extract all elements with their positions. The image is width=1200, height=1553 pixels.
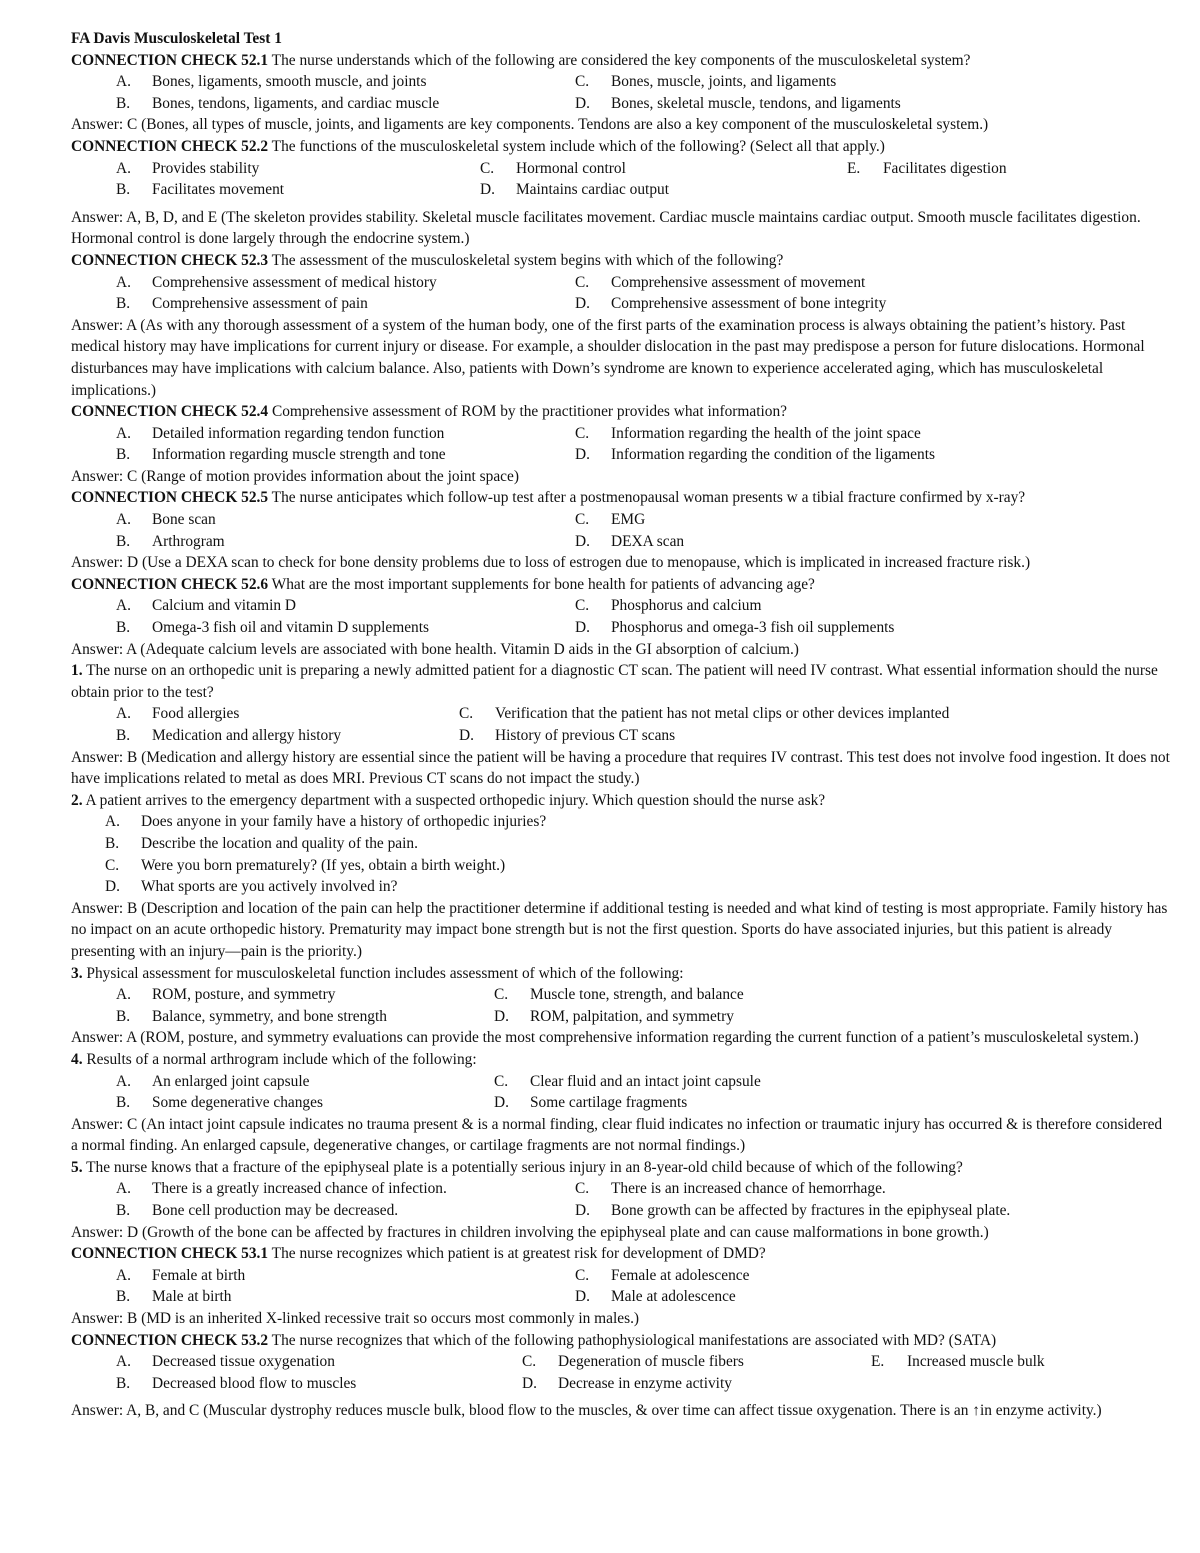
option-text: Omega-3 fish oil and vitamin D supplements [152,619,429,637]
answer-option [71,984,494,1006]
document-title: FA Davis Musculoskeletal Test 1 [71,30,282,47]
option-letter: C. [494,1072,509,1090]
answer-option [575,93,901,115]
option-letter: C. [480,159,495,177]
question-stem [71,1157,1171,1179]
option-letter: A. [116,1180,131,1198]
option-row [71,423,1171,445]
option-letter: D. [575,619,590,637]
answer-option [459,703,949,725]
answer-option [71,855,505,877]
option-text: Bone growth can be affected by fractures in the epiphyseal plate. [611,1202,1011,1220]
question-list [71,50,1171,1422]
answer-option [480,179,847,201]
answer-option [71,1373,522,1395]
option-letter: C. [575,1180,590,1198]
question-text: The nurse recognizes which patient is at greatest risk for development of DMD? [268,1245,766,1263]
option-text: Describe the location and quality of the pain. [141,834,418,852]
option-row [71,509,1171,531]
answer-option [575,531,684,553]
question-text: What are the most important supplements for bone health for patients of advancing age? [268,575,815,593]
question-label: 5. [71,1158,83,1176]
option-letter: A. [116,273,131,291]
question-block [71,1049,1171,1157]
question-block [71,50,1171,136]
option-letter: E. [847,159,861,177]
option-text: Decrease in enzyme activity [558,1374,732,1392]
question-label: 4. [71,1050,83,1068]
question-text: Physical assessment for musculoskeletal function includes assessment of which of the following: [82,964,684,982]
option-row [71,1006,1171,1028]
question-stem [71,487,1171,509]
option-text: Were you born prematurely? (If yes, obtain a birth weight.) [141,856,506,874]
option-row [71,855,1171,877]
question-text: The nurse knows that a fracture of the epiphyseal plate is a potentially serious injury in an 8-year-old child because of which of the following? [82,1158,963,1176]
option-text: Muscle tone, strength, and balance [530,986,744,1004]
answer-option [71,93,575,115]
question-label: 1. [71,662,83,680]
option-text: What sports are you actively involved in? [141,878,398,896]
question-block [71,660,1171,790]
answer-option [71,272,575,294]
answer-explanation: Answer: C (Bones, all types of muscle, joints, and ligaments are key components. Tendons are also a key component of the musculoskeletal system.) [71,116,989,134]
option-letter: D. [575,94,590,112]
option-letter: D. [522,1374,537,1392]
option-row [71,1373,1171,1395]
question-stem [71,1243,1171,1265]
option-letter: C. [459,705,474,723]
answer-explanation: Answer: A, B, D, and E (The skeleton provides stability. Skeletal muscle facilitates movement. Cardiac muscle maintains cardiac output. Smooth muscle facilitates digestion. Hormonal control is done largely through the endocrine system.) [71,208,1141,248]
question-stem [71,574,1171,596]
answer-option [71,1071,494,1093]
option-letter: B. [116,727,131,744]
option-text: Information regarding the condition of the ligaments [611,446,935,464]
option-text: An enlarged joint capsule [152,1072,310,1090]
option-row [71,984,1171,1006]
document-page [71,28,1171,1422]
option-letter: A. [116,705,131,723]
answer-option [522,1351,871,1373]
option-letter: B. [116,1202,131,1220]
option-text: Arthrogram [152,532,225,550]
question-text: A patient arrives to the emergency department with a suspected orthopedic injury. Which question should the nurse ask? [82,791,826,809]
question-block [71,574,1171,660]
answer-option [575,617,894,639]
question-text: The nurse on an orthopedic unit is preparing a newly admitted patient for a diagnostic CT scan. The patient will need IV contrast. What essential information should the nurse obtain prior to the test? [71,662,1158,701]
option-text: History of previous CT scans [495,727,676,744]
answer-option [871,1351,1045,1373]
answer-option [71,71,575,93]
answer-option [71,1286,575,1308]
question-stem [71,660,1171,703]
question-block [71,401,1171,487]
option-text: DEXA scan [611,532,685,550]
option-row [71,293,1171,315]
option-row [71,703,1171,725]
option-letter: D. [575,446,590,464]
option-letter: E. [871,1353,885,1371]
answer-option [494,1071,761,1093]
option-letter: B. [116,94,131,112]
answer-option [71,293,575,315]
option-letter: A. [116,159,131,177]
option-row [71,725,1171,747]
option-text: Does anyone in your family have a history of orthopedic injuries? [141,813,547,831]
question-label: 3. [71,964,83,982]
option-letter: B. [116,1288,131,1306]
question-block [71,790,1171,963]
answer-explanation: Answer: D (Growth of the bone can be affected by fractures in children involving the epiphyseal plate and can cause malformations in bone growth.) [71,1223,989,1241]
answer-option [71,833,418,855]
question-block [71,963,1171,1049]
answer-option [71,595,575,617]
question-block [71,136,1171,250]
question-stem [71,790,1171,812]
question-text: Results of a normal arthrogram include which of the following: [82,1050,477,1068]
answer-option [575,1178,886,1200]
option-letter: C. [575,424,590,442]
question-text: The assessment of the musculoskeletal system begins with which of the following? [268,251,784,269]
option-letter: A. [116,511,131,529]
option-letter: C. [522,1353,537,1371]
option-text: Hormonal control [516,159,626,177]
option-letter: A. [116,1266,131,1284]
answer-option [71,158,480,180]
option-letter: B. [116,1094,131,1112]
option-text: Clear fluid and an intact joint capsule [530,1072,761,1090]
question-stem [71,1330,1171,1352]
question-text: The nurse anticipates which follow-up test after a postmenopausal woman presents w a tibial fracture confirmed by x-ray? [268,489,1026,507]
question-stem [71,1049,1171,1071]
answer-option [522,1373,871,1395]
question-label: 2. [71,791,83,809]
answer-option [459,725,675,747]
option-letter: A. [116,424,131,442]
option-text: Decreased blood flow to muscles [152,1374,357,1392]
answer-option [575,1286,736,1308]
answer-option [575,444,935,466]
option-letter: D. [575,532,590,550]
answer-option [575,71,836,93]
option-letter: D. [575,1288,590,1306]
option-letter: A. [116,73,131,91]
option-text: Medication and allergy history [152,727,342,744]
option-row [71,1071,1171,1093]
option-letter: C. [105,856,120,874]
option-row [71,1200,1171,1222]
question-label: CONNECTION CHECK 52.4 [71,403,269,421]
option-text: Phosphorus and omega-3 fish oil supplements [611,619,895,637]
option-letter: D. [105,878,120,896]
option-text: Facilitates movement [152,181,285,199]
option-text: Detailed information regarding tendon function [152,424,445,442]
option-row [71,179,1171,201]
question-label: CONNECTION CHECK 52.1 [71,51,269,69]
option-row [71,811,1171,833]
question-stem [71,963,1171,985]
question-label: CONNECTION CHECK 52.3 [71,251,269,269]
option-letter: A. [105,813,120,831]
option-letter: B. [116,619,131,637]
answer-option [71,617,575,639]
answer-option [71,1351,522,1373]
option-letter: B. [116,181,131,199]
option-letter: D. [459,727,474,744]
question-stem [71,250,1171,272]
answer-option [71,703,459,725]
question-label: CONNECTION CHECK 53.2 [71,1331,269,1349]
option-text: Comprehensive assessment of pain [152,295,368,313]
option-letter: C. [575,273,590,291]
option-text: Comprehensive assessment of movement [611,273,866,291]
option-letter: B. [116,532,131,550]
question-block [71,487,1171,573]
option-row [71,93,1171,115]
answer-option [575,1265,749,1287]
answer-option [494,984,744,1006]
answer-option [494,1092,687,1114]
answer-explanation: Answer: B (Medication and allergy history are essential since the patient will be having a procedure that requires IV contrast. This test does not involve food ingestion. It does not have implications related to metal as does MRI. Previous CT scans do not impact the study.) [71,748,1170,788]
answer-option [71,1092,494,1114]
option-text: Information regarding the health of the joint space [611,424,921,442]
answer-option [480,158,847,180]
option-row [71,272,1171,294]
answer-option [71,876,397,898]
option-text: Bones, skeletal muscle, tendons, and ligaments [611,94,901,112]
option-letter: B. [116,1374,131,1392]
option-text: Bone scan [152,511,216,529]
option-text: Male at adolescence [611,1288,736,1306]
option-text: Increased muscle bulk [907,1353,1045,1371]
answer-option [575,509,645,531]
option-text: There is an increased chance of hemorrhage. [611,1180,886,1198]
question-text: The functions of the musculoskeletal system include which of the following? (Select all that apply.) [268,137,885,155]
option-row [71,1286,1171,1308]
option-text: Bones, muscle, joints, and ligaments [611,73,837,91]
option-letter: B. [116,446,131,464]
answer-option [71,1265,575,1287]
option-text: Calcium and vitamin D [152,597,297,615]
option-text: ROM, posture, and symmetry [152,986,336,1004]
option-letter: D. [575,295,590,313]
option-text: Phosphorus and calcium [611,597,762,615]
answer-option [71,531,575,553]
option-text: Bone cell production may be decreased. [152,1202,399,1220]
option-text: Facilitates digestion [883,159,1007,177]
option-row [71,833,1171,855]
option-letter: C. [575,597,590,615]
option-letter: A. [116,1353,131,1371]
answer-option [71,725,459,747]
answer-option [575,272,865,294]
answer-explanation: Answer: A (Adequate calcium levels are associated with bone health. Vitamin D aids in the GI absorption of calcium.) [71,640,799,658]
answer-option [494,1006,734,1028]
option-text: Balance, symmetry, and bone strength [152,1007,387,1025]
option-text: Bones, tendons, ligaments, and cardiac muscle [152,94,440,112]
option-row [71,1178,1171,1200]
option-letter: C. [575,1266,590,1284]
option-text: Verification that the patient has not metal clips or other devices implanted [495,705,950,723]
question-text: The nurse recognizes that which of the following pathophysiological manifestations are associated with MD? (SATA) [268,1331,997,1349]
option-text: Decreased tissue oxygenation [152,1353,335,1371]
question-text: The nurse understands which of the following are considered the key components of the musculoskeletal system? [268,51,971,69]
answer-option [71,1178,575,1200]
option-letter: C. [575,511,590,529]
option-text: Some degenerative changes [152,1094,323,1112]
option-text: Food allergies [152,705,240,723]
answer-option [575,595,761,617]
option-row [71,158,1171,180]
option-letter: B. [116,295,131,313]
option-row [71,444,1171,466]
answer-option [575,1200,1010,1222]
answer-option [71,509,575,531]
option-text: Female at birth [152,1266,246,1284]
answer-option [71,811,546,833]
question-stem [71,50,1171,72]
answer-option [71,444,575,466]
question-label: CONNECTION CHECK 52.6 [71,575,269,593]
answer-option [71,423,575,445]
option-text: EMG [611,511,646,529]
option-row [71,595,1171,617]
option-row [71,531,1171,553]
option-row [71,71,1171,93]
option-text: There is a greatly increased chance of infection. [152,1180,447,1198]
question-label: CONNECTION CHECK 52.2 [71,137,269,155]
option-letter: C. [575,73,590,91]
option-text: Comprehensive assessment of bone integrity [611,295,887,313]
option-text: ROM, palpitation, and symmetry [530,1007,734,1025]
answer-explanation: Answer: B (MD is an inherited X-linked recessive trait so occurs most commonly in males.) [71,1310,640,1328]
option-text: Some cartilage fragments [530,1094,688,1112]
option-row [71,1092,1171,1114]
option-letter: A. [116,1072,131,1090]
option-row [71,1265,1171,1287]
question-block [71,1157,1171,1243]
option-row [71,1351,1171,1373]
option-letter: A. [116,597,131,615]
option-letter: D. [494,1094,509,1112]
answer-option [575,423,921,445]
option-letter: D. [480,181,495,199]
option-text: Male at birth [152,1288,232,1306]
answer-explanation: Answer: A (ROM, posture, and symmetry evaluations can provide the most comprehensive information regarding the current function of a patient’s musculoskeletal system.) [71,1029,1139,1047]
option-text: Bones, ligaments, smooth muscle, and joints [152,73,427,91]
answer-option [71,1006,494,1028]
answer-option [71,1200,575,1222]
answer-option [71,179,480,201]
option-row [71,876,1171,898]
option-text: Maintains cardiac output [516,181,670,199]
answer-explanation: Answer: C (An intact joint capsule indicates no trauma present & is a normal finding, clear fluid indicates no infection or traumatic injury has occurred & is therefore considered a normal finding. An enlarged capsule, degenerative changes, or cartilage fragments are not normal findings.) [71,1115,1163,1155]
answer-option [847,158,1007,180]
option-letter: A. [116,986,131,1004]
question-label: CONNECTION CHECK 52.5 [71,489,269,507]
question-block [71,250,1171,401]
answer-explanation: Answer: C (Range of motion provides information about the joint space) [71,467,519,485]
answer-option [575,293,886,315]
question-block [71,1330,1171,1422]
option-letter: D. [575,1202,590,1220]
option-text: Female at adolescence [611,1266,750,1284]
option-letter: D. [494,1007,509,1025]
option-text: Provides stability [152,159,260,177]
question-block [71,1243,1171,1329]
answer-explanation: Answer: A, B, and C (Muscular dystrophy reduces muscle bulk, blood flow to the muscles, & over time can affect tissue oxygenation. There is an ↑in enzyme activity.) [71,1402,1102,1420]
option-letter: B. [116,1007,131,1025]
question-stem [71,136,1171,158]
option-row [71,617,1171,639]
question-text: Comprehensive assessment of ROM by the practitioner provides what information? [268,403,788,421]
option-text: Degeneration of muscle fibers [558,1353,744,1371]
option-text: Comprehensive assessment of medical history [152,273,437,291]
option-letter: C. [494,986,509,1004]
option-letter: B. [105,834,120,852]
answer-explanation: Answer: A (As with any thorough assessment of a system of the human body, one of the first parts of the examination process is always obtaining the patient’s history. Past medical history may have implications for current injury or disease. For example, a shoulder dislocation in the past may predispose a person for future dislocations. Hormonal disturbances may have implications with calcium balance. Also, patients with Down’s syndrome are known to experience accelerated aging, which has musculoskeletal implications.) [71,316,1145,399]
answer-explanation: Answer: D (Use a DEXA scan to check for bone density problems due to loss of estrogen due to menopause, which is implicated in increased fracture risk.) [71,554,1031,572]
question-label: CONNECTION CHECK 53.1 [71,1245,269,1263]
answer-explanation: Answer: B (Description and location of the pain can help the practitioner determine if additional testing is needed and what kind of testing is most appropriate. Family history has no impact on an acute orthopedic history. Prematurity may impact bone strength but is not the first question. Sports do have associated injuries, but this patient is already presenting with an injury—pain is the priority.) [71,899,1168,960]
option-text: Information regarding muscle strength and tone [152,446,446,464]
question-stem [71,401,1171,423]
